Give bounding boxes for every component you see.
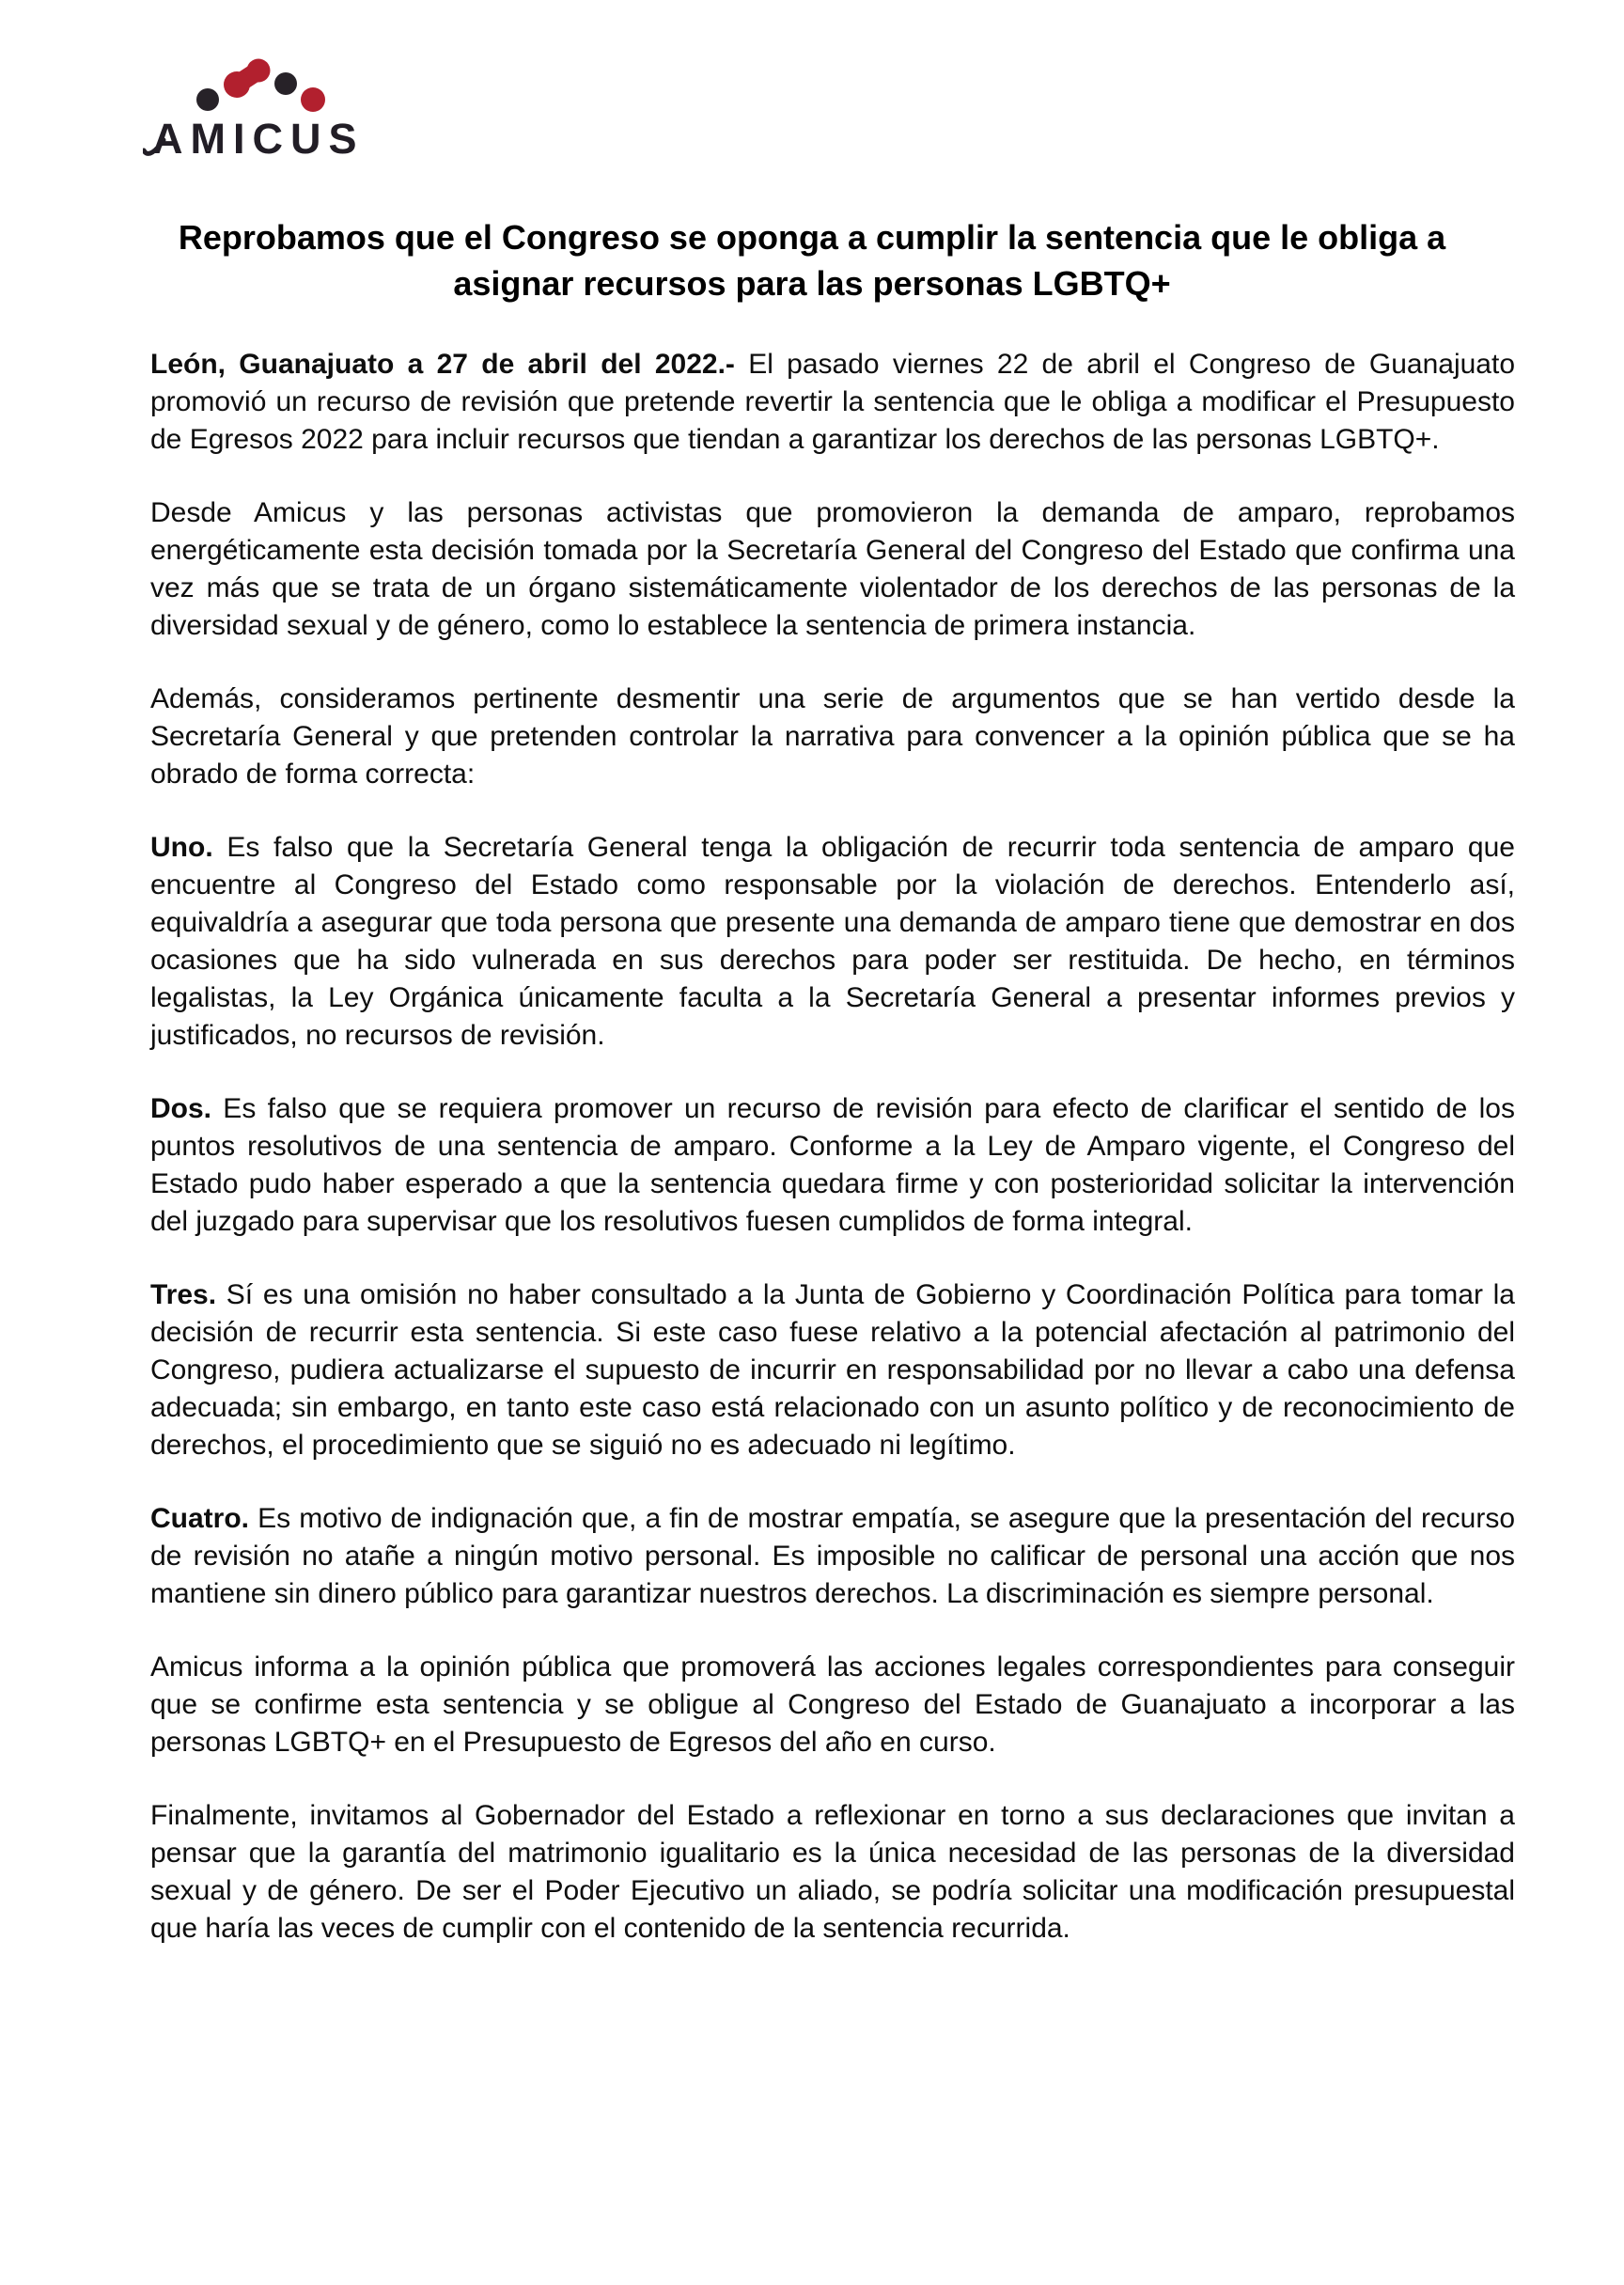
paragraph-argument-uno [150, 829, 1515, 1055]
amicus-logo-icon [143, 55, 387, 165]
press-release-title: Reprobamos que el Congreso se oponga a cumplir la sentencia que le obliga a asignar recursos para las personas LGBTQ+ [178, 218, 1446, 303]
logo-dot-red-upper [247, 59, 271, 83]
paragraph-text: Es falso que la Secretaría General tenga la obligación de recurrir toda sentencia de amparo que encuentre al Congreso del Estado como responsable por la violación de derechos. Entenderlo así, equivaldría a asegurar que toda persona que presente una demanda de amparo tiene que demostrar en dos ocasiones que ha sido vulnerada en sus derechos para poder ser restituida. De hecho, en términos legalistas, la Ley Orgánica únicamente faculta a la Secretaría General a presentar informes previos y justificados, no recursos de revisión. [150, 832, 1515, 1051]
paragraph-intro-arguments [150, 681, 1515, 793]
dateline-bold: León, Guanajuato a 27 de abril del 2022.- [150, 349, 735, 380]
paragraph-statement [150, 494, 1515, 645]
logo-dot-black-left [196, 88, 219, 111]
paragraph-text: Amicus informa a la opinión pública que promoverá las acciones legales correspondientes para conseguir que se confirme esta sentencia y se obligue al Congreso del Estado de Guanajuato a incorporar a las personas LGBTQ+ en el Presupuesto de Egresos del año en curso. [150, 1651, 1515, 1758]
paragraph-text: El pasado viernes 22 de abril el Congreso de Guanajuato promovió un recurso de revisión que pretende revertir la sentencia que le obliga a modificar el Presupuesto de Egresos 2022 para incluir recursos que tiendan a garantizar los derechos de las personas LGBTQ+. [150, 349, 1516, 455]
amicus-wordmark: AMICUS [152, 115, 365, 163]
paragraph-lead-tres: Tres. [150, 1279, 217, 1310]
logo-dot-red-lower [224, 71, 250, 98]
logo-dot-red-right [301, 87, 325, 112]
paragraph-text: Sí es una omisión no haber consultado a la Junta de Gobierno y Coordinación Política para tomar la decisión de recurrir esta sentencia. Si este caso fuese relativo a la potencial afectación al patrimonio del Congreso, pudiera actualizarse el supuesto de incurrir en responsabilidad por no llevar a cabo una defensa adecuada; sin embargo, en tanto este caso está relacionado con un asunto político y de reconocimiento de derechos, el procedimiento que se siguió no es adecuado ni legítimo. [150, 1279, 1515, 1461]
amicus-logo [143, 55, 387, 165]
paragraph-legal-actions [150, 1649, 1515, 1761]
paragraph-closing [150, 1797, 1515, 1948]
paragraph-lead-dos: Dos. [150, 1093, 212, 1124]
paragraph-argument-dos [150, 1090, 1515, 1241]
paragraph-dateline [150, 346, 1515, 459]
paragraph-text: Es falso que se requiera promover un recurso de revisión para efecto de clarificar el sentido de los puntos resolutivos de una sentencia de amparo. Conforme a la Ley de Amparo vigente, el Congreso del Estado pudo haber esperado a que la sentencia quedara firme y con posterioridad solicitar la intervención del juzgado para supervisar que los resolutivos fuesen cumplidos de forma integral. [150, 1093, 1515, 1237]
logo-dot-black-right [274, 72, 297, 95]
paragraph-text: Finalmente, invitamos al Gobernador del Estado a reflexionar en torno a sus declaraciones que invitan a pensar que la garantía del matrimonio igualitario es la única necesidad de las personas de la diversidad sexual y de género. De ser el Poder Ejecutivo un aliado, se podría solicitar una modificación presupuestal que haría las veces de cumplir con el contenido de la sentencia recurrida. [150, 1800, 1515, 1944]
paragraph-text: Desde Amicus y las personas activistas que promovieron la demanda de amparo, reprobamos energéticamente esta decisión tomada por la Secretaría General del Congreso del Estado que confirma una vez más que se trata de un órgano sistemáticamente violentador de los derechos de las personas de la diversidad sexual y de género, como lo establece la sentencia de primera instancia. [150, 497, 1515, 641]
press-release-body [150, 346, 1515, 1983]
paragraph-argument-tres [150, 1276, 1515, 1464]
paragraph-lead-uno: Uno. [150, 832, 213, 863]
paragraph-lead-cuatro: Cuatro. [150, 1503, 249, 1534]
paragraph-text: Además, consideramos pertinente desmentir una serie de argumentos que se han vertido desde la Secretaría General y que pretenden controlar la narrativa para convencer a la opinión pública que se ha obrado de forma correcta: [150, 683, 1515, 790]
paragraph-text: Es motivo de indignación que, a fin de mostrar empatía, se asegure que la presentación del recurso de revisión no atañe a ningún motivo personal. Es imposible no calificar de personal una acción que nos mantiene sin dinero público para garantizar nuestros derechos. La discriminación es siempre personal. [150, 1503, 1515, 1609]
paragraph-argument-cuatro [150, 1500, 1515, 1613]
